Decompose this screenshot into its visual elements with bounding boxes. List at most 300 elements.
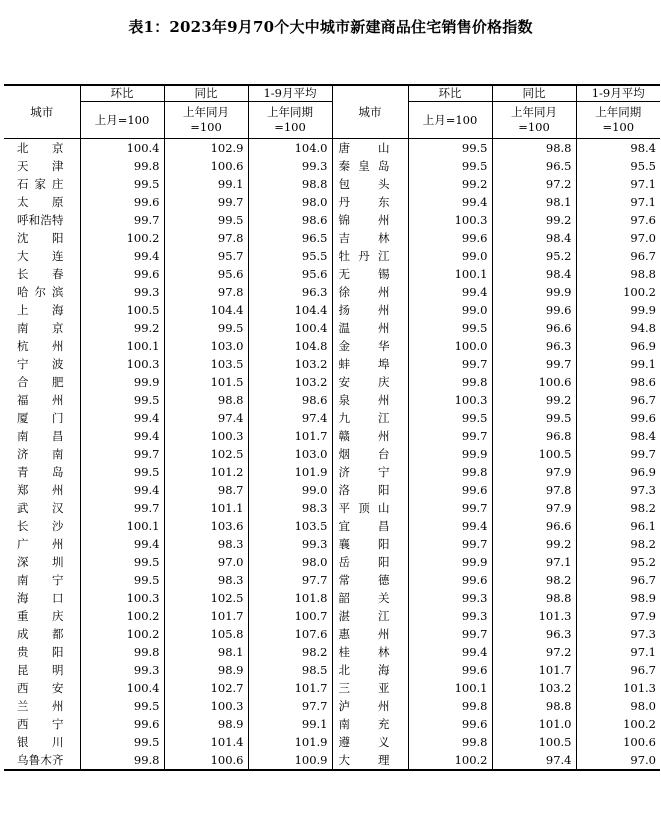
cell-left-mom: 99.4 bbox=[80, 247, 164, 265]
table-row bbox=[4, 499, 660, 517]
cell-left-city: 青岛 bbox=[17, 465, 64, 479]
cell-left-yoy: 105.8 bbox=[164, 625, 248, 643]
cell-right-avg: 98.6 bbox=[576, 373, 660, 391]
cell-left-avg: 99.3 bbox=[248, 157, 332, 175]
table-row bbox=[4, 643, 660, 661]
header-mom-base-right: 上月=100 bbox=[408, 102, 492, 139]
cell-left-avg: 99.0 bbox=[248, 481, 332, 499]
table-row bbox=[4, 589, 660, 607]
cell-left-yoy: 104.4 bbox=[164, 301, 248, 319]
cell-right-avg: 94.8 bbox=[576, 319, 660, 337]
cell-right-avg: 96.7 bbox=[576, 391, 660, 409]
cell-right-city: 南充 bbox=[332, 715, 408, 733]
cell-left-mom: 99.2 bbox=[80, 319, 164, 337]
cell-right-city: 吉林 bbox=[332, 229, 408, 247]
cell-left-yoy: 101.5 bbox=[164, 373, 248, 391]
cell-left-yoy: 103.6 bbox=[164, 517, 248, 535]
table-row bbox=[4, 391, 660, 409]
cell-left-city: 南京 bbox=[17, 321, 64, 335]
cell-right-mom: 99.2 bbox=[408, 175, 492, 193]
cell-left-avg: 97.7 bbox=[248, 697, 332, 715]
table-row bbox=[4, 247, 660, 265]
cell-right-avg: 97.3 bbox=[576, 625, 660, 643]
cell-left-avg: 98.8 bbox=[248, 175, 332, 193]
cell-left-mom: 100.2 bbox=[80, 625, 164, 643]
cell-right-yoy: 101.7 bbox=[492, 661, 576, 679]
cell-right-city: 扬州 bbox=[332, 301, 408, 319]
cell-right-mom: 99.8 bbox=[408, 463, 492, 481]
cell-right-yoy: 98.4 bbox=[492, 229, 576, 247]
cell-right-yoy: 100.6 bbox=[492, 373, 576, 391]
cell-left-mom: 99.4 bbox=[80, 409, 164, 427]
header-yoy-base-right: 上年同月 =100 bbox=[492, 102, 576, 139]
cell-left-mom: 99.4 bbox=[80, 535, 164, 553]
cell-left-avg: 104.0 bbox=[248, 139, 332, 158]
cell-left-city: 南昌 bbox=[17, 429, 64, 443]
page-title: 表1：2023年9月70个大中城市新建商品住宅销售价格指数 bbox=[128, 18, 533, 36]
cell-right-mom: 99.6 bbox=[408, 481, 492, 499]
cell-left-yoy: 97.4 bbox=[164, 409, 248, 427]
table-row bbox=[4, 751, 660, 770]
cell-left-yoy: 98.9 bbox=[164, 661, 248, 679]
table-row bbox=[4, 445, 660, 463]
cell-right-city: 洛阳 bbox=[332, 481, 408, 499]
cell-right-mom: 99.5 bbox=[408, 157, 492, 175]
cell-left-city: 长沙 bbox=[17, 519, 64, 533]
cell-right-avg: 96.9 bbox=[576, 337, 660, 355]
cell-left-city: 昆明 bbox=[17, 663, 64, 677]
cell-right-mom: 99.0 bbox=[408, 247, 492, 265]
cell-left-mom: 99.7 bbox=[80, 211, 164, 229]
cell-right-city: 襄阳 bbox=[332, 535, 408, 553]
cell-left-yoy: 101.4 bbox=[164, 733, 248, 751]
cell-left-city: 成都 bbox=[17, 627, 64, 641]
cell-left-mom: 99.5 bbox=[80, 697, 164, 715]
cell-left-city: 大连 bbox=[17, 249, 64, 263]
cell-left-yoy: 100.3 bbox=[164, 427, 248, 445]
cell-right-city: 九江 bbox=[332, 409, 408, 427]
cell-right-yoy: 98.8 bbox=[492, 589, 576, 607]
header-yoy-base-left: 上年同月 =100 bbox=[164, 102, 248, 139]
cell-right-city: 三亚 bbox=[332, 679, 408, 697]
cell-right-avg: 99.9 bbox=[576, 301, 660, 319]
cell-right-yoy: 98.8 bbox=[492, 139, 576, 158]
cell-left-mom: 99.4 bbox=[80, 481, 164, 499]
cell-right-yoy: 98.4 bbox=[492, 265, 576, 283]
header-city-left: 城市 bbox=[4, 85, 80, 139]
cell-left-yoy: 100.6 bbox=[164, 751, 248, 770]
cell-left-avg: 98.0 bbox=[248, 553, 332, 571]
cell-left-avg: 103.5 bbox=[248, 517, 332, 535]
cell-right-city: 平顶山 bbox=[332, 499, 408, 517]
cell-right-mom: 99.5 bbox=[408, 319, 492, 337]
cell-left-mom: 99.4 bbox=[80, 427, 164, 445]
cell-right-avg: 97.9 bbox=[576, 607, 660, 625]
table-row bbox=[4, 193, 660, 211]
cell-right-avg: 96.1 bbox=[576, 517, 660, 535]
cell-right-avg: 98.4 bbox=[576, 427, 660, 445]
cell-right-city: 湛江 bbox=[332, 607, 408, 625]
cell-left-avg: 100.7 bbox=[248, 607, 332, 625]
cell-left-avg: 103.2 bbox=[248, 355, 332, 373]
cell-right-city: 大理 bbox=[332, 751, 408, 770]
cell-right-yoy: 103.2 bbox=[492, 679, 576, 697]
cell-left-yoy: 101.1 bbox=[164, 499, 248, 517]
cell-left-avg: 97.7 bbox=[248, 571, 332, 589]
cell-right-mom: 99.7 bbox=[408, 355, 492, 373]
cell-right-yoy: 96.3 bbox=[492, 337, 576, 355]
cell-left-city: 呼和浩特 bbox=[17, 213, 64, 227]
cell-right-mom: 99.5 bbox=[408, 409, 492, 427]
header-yoy-right: 同比 bbox=[492, 85, 576, 102]
cell-right-avg: 95.2 bbox=[576, 553, 660, 571]
table-row bbox=[4, 607, 660, 625]
cell-right-avg: 95.5 bbox=[576, 157, 660, 175]
cell-right-mom: 100.3 bbox=[408, 211, 492, 229]
cell-left-yoy: 98.3 bbox=[164, 571, 248, 589]
table-row bbox=[4, 157, 660, 175]
cell-left-mom: 99.5 bbox=[80, 571, 164, 589]
cell-left-avg: 101.9 bbox=[248, 463, 332, 481]
cell-left-city: 哈尔滨 bbox=[17, 285, 64, 299]
cell-left-mom: 100.4 bbox=[80, 139, 164, 158]
cell-left-city: 长春 bbox=[17, 267, 64, 281]
table-row bbox=[4, 139, 660, 158]
cell-left-yoy: 99.1 bbox=[164, 175, 248, 193]
cell-right-avg: 96.7 bbox=[576, 571, 660, 589]
header-yoy-left: 同比 bbox=[164, 85, 248, 102]
cell-left-city: 西宁 bbox=[17, 717, 64, 731]
cell-right-yoy: 97.2 bbox=[492, 643, 576, 661]
table-row bbox=[4, 535, 660, 553]
cell-left-avg: 98.2 bbox=[248, 643, 332, 661]
cell-right-city: 唐山 bbox=[332, 139, 408, 158]
price-index-table bbox=[4, 84, 660, 771]
cell-left-mom: 99.8 bbox=[80, 157, 164, 175]
cell-right-yoy: 98.2 bbox=[492, 571, 576, 589]
cell-right-yoy: 96.6 bbox=[492, 517, 576, 535]
cell-left-yoy: 98.9 bbox=[164, 715, 248, 733]
cell-right-mom: 99.7 bbox=[408, 625, 492, 643]
cell-left-mom: 100.2 bbox=[80, 229, 164, 247]
table-row bbox=[4, 517, 660, 535]
cell-right-yoy: 95.2 bbox=[492, 247, 576, 265]
cell-right-avg: 98.4 bbox=[576, 139, 660, 158]
cell-left-city: 沈阳 bbox=[17, 231, 64, 245]
cell-right-avg: 97.1 bbox=[576, 643, 660, 661]
cell-right-mom: 99.7 bbox=[408, 535, 492, 553]
cell-left-yoy: 102.9 bbox=[164, 139, 248, 158]
cell-right-mom: 99.9 bbox=[408, 553, 492, 571]
cell-right-yoy: 99.7 bbox=[492, 355, 576, 373]
cell-right-mom: 100.1 bbox=[408, 265, 492, 283]
cell-left-mom: 99.9 bbox=[80, 373, 164, 391]
cell-right-avg: 100.2 bbox=[576, 283, 660, 301]
header-avg-base-left: 上年同期 =100 bbox=[248, 102, 332, 139]
table-row bbox=[4, 265, 660, 283]
cell-left-avg: 99.3 bbox=[248, 535, 332, 553]
cell-right-yoy: 99.9 bbox=[492, 283, 576, 301]
cell-left-city: 厦门 bbox=[17, 411, 64, 425]
cell-right-avg: 96.9 bbox=[576, 463, 660, 481]
cell-right-avg: 98.0 bbox=[576, 697, 660, 715]
cell-left-yoy: 100.6 bbox=[164, 157, 248, 175]
cell-right-mom: 99.4 bbox=[408, 643, 492, 661]
cell-right-avg: 98.9 bbox=[576, 589, 660, 607]
cell-right-city: 北海 bbox=[332, 661, 408, 679]
cell-left-yoy: 103.5 bbox=[164, 355, 248, 373]
table-row bbox=[4, 715, 660, 733]
cell-left-yoy: 100.3 bbox=[164, 697, 248, 715]
cell-left-yoy: 95.6 bbox=[164, 265, 248, 283]
cell-right-avg: 97.0 bbox=[576, 751, 660, 770]
cell-left-city: 宁波 bbox=[17, 357, 64, 371]
cell-right-avg: 100.6 bbox=[576, 733, 660, 751]
cell-left-yoy: 103.0 bbox=[164, 337, 248, 355]
cell-left-avg: 101.9 bbox=[248, 733, 332, 751]
cell-right-city: 遵义 bbox=[332, 733, 408, 751]
cell-left-yoy: 98.1 bbox=[164, 643, 248, 661]
cell-left-city: 乌鲁木齐 bbox=[4, 751, 80, 770]
cell-left-yoy: 101.2 bbox=[164, 463, 248, 481]
cell-left-city: 广州 bbox=[17, 537, 64, 551]
cell-right-yoy: 96.8 bbox=[492, 427, 576, 445]
cell-left-city: 西安 bbox=[17, 681, 64, 695]
cell-left-yoy: 99.5 bbox=[164, 211, 248, 229]
table-row bbox=[4, 319, 660, 337]
cell-left-avg: 98.0 bbox=[248, 193, 332, 211]
cell-left-yoy: 97.8 bbox=[164, 283, 248, 301]
cell-right-city: 济宁 bbox=[332, 463, 408, 481]
cell-left-yoy: 102.5 bbox=[164, 445, 248, 463]
cell-right-city: 金华 bbox=[332, 337, 408, 355]
cell-left-yoy: 97.8 bbox=[164, 229, 248, 247]
header-row-1 bbox=[4, 85, 660, 102]
cell-right-mom: 99.8 bbox=[408, 373, 492, 391]
cell-left-mom: 100.4 bbox=[80, 679, 164, 697]
table-row bbox=[4, 625, 660, 643]
cell-left-city: 北京 bbox=[17, 141, 64, 155]
cell-left-yoy: 98.8 bbox=[164, 391, 248, 409]
cell-left-avg: 96.3 bbox=[248, 283, 332, 301]
cell-left-avg: 103.0 bbox=[248, 445, 332, 463]
cell-right-yoy: 100.5 bbox=[492, 445, 576, 463]
cell-left-mom: 100.3 bbox=[80, 589, 164, 607]
cell-left-avg: 100.9 bbox=[248, 751, 332, 770]
table-row bbox=[4, 283, 660, 301]
cell-left-yoy: 95.7 bbox=[164, 247, 248, 265]
table-row bbox=[4, 229, 660, 247]
header-mom-right: 环比 bbox=[408, 85, 492, 102]
cell-left-mom: 99.6 bbox=[80, 193, 164, 211]
table-row bbox=[4, 409, 660, 427]
cell-right-mom: 99.6 bbox=[408, 571, 492, 589]
cell-right-mom: 99.3 bbox=[408, 589, 492, 607]
cell-left-avg: 104.8 bbox=[248, 337, 332, 355]
cell-right-city: 赣州 bbox=[332, 427, 408, 445]
cell-right-yoy: 97.9 bbox=[492, 499, 576, 517]
cell-left-avg: 96.5 bbox=[248, 229, 332, 247]
cell-left-mom: 100.1 bbox=[80, 517, 164, 535]
cell-left-city: 海口 bbox=[17, 591, 64, 605]
cell-left-avg: 100.4 bbox=[248, 319, 332, 337]
cell-left-avg: 98.5 bbox=[248, 661, 332, 679]
cell-left-city: 武汉 bbox=[17, 501, 64, 515]
cell-left-city: 太原 bbox=[17, 195, 64, 209]
cell-right-yoy: 96.5 bbox=[492, 157, 576, 175]
cell-right-avg: 96.7 bbox=[576, 247, 660, 265]
cell-right-yoy: 101.0 bbox=[492, 715, 576, 733]
cell-right-city: 泉州 bbox=[332, 391, 408, 409]
cell-left-avg: 99.1 bbox=[248, 715, 332, 733]
cell-left-city: 济南 bbox=[17, 447, 64, 461]
cell-left-avg: 98.6 bbox=[248, 391, 332, 409]
cell-left-avg: 107.6 bbox=[248, 625, 332, 643]
table-row bbox=[4, 481, 660, 499]
header-mom-base-left: 上月=100 bbox=[80, 102, 164, 139]
cell-right-avg: 97.3 bbox=[576, 481, 660, 499]
cell-left-mom: 99.5 bbox=[80, 391, 164, 409]
cell-left-mom: 99.6 bbox=[80, 265, 164, 283]
cell-left-city: 南宁 bbox=[17, 573, 64, 587]
table-row bbox=[4, 571, 660, 589]
cell-left-city: 上海 bbox=[17, 303, 64, 317]
cell-right-city: 宜昌 bbox=[332, 517, 408, 535]
cell-right-mom: 100.2 bbox=[408, 751, 492, 770]
cell-right-city: 烟台 bbox=[332, 445, 408, 463]
cell-right-city: 锦州 bbox=[332, 211, 408, 229]
cell-right-mom: 99.8 bbox=[408, 697, 492, 715]
cell-right-city: 岳阳 bbox=[332, 553, 408, 571]
cell-right-yoy: 99.6 bbox=[492, 301, 576, 319]
table-row bbox=[4, 661, 660, 679]
table-row bbox=[4, 553, 660, 571]
cell-left-mom: 99.8 bbox=[80, 643, 164, 661]
cell-left-mom: 100.5 bbox=[80, 301, 164, 319]
table-row bbox=[4, 427, 660, 445]
cell-left-city: 福州 bbox=[17, 393, 64, 407]
cell-right-avg: 98.2 bbox=[576, 535, 660, 553]
cell-left-mom: 100.3 bbox=[80, 355, 164, 373]
table-row bbox=[4, 733, 660, 751]
cell-right-city: 丹东 bbox=[332, 193, 408, 211]
header-avg-right: 1-9月平均 bbox=[576, 85, 660, 102]
cell-right-city: 桂林 bbox=[332, 643, 408, 661]
cell-right-yoy: 101.3 bbox=[492, 607, 576, 625]
cell-left-yoy: 102.7 bbox=[164, 679, 248, 697]
cell-right-yoy: 97.2 bbox=[492, 175, 576, 193]
cell-right-yoy: 99.2 bbox=[492, 211, 576, 229]
cell-left-city: 合肥 bbox=[17, 375, 64, 389]
cell-left-mom: 99.3 bbox=[80, 661, 164, 679]
cell-left-city: 重庆 bbox=[17, 609, 64, 623]
cell-left-mom: 100.2 bbox=[80, 607, 164, 625]
cell-left-yoy: 99.7 bbox=[164, 193, 248, 211]
table-row bbox=[4, 463, 660, 481]
header-mom-left: 环比 bbox=[80, 85, 164, 102]
header-city-right: 城市 bbox=[332, 85, 408, 139]
cell-right-city: 常德 bbox=[332, 571, 408, 589]
cell-right-yoy: 97.1 bbox=[492, 553, 576, 571]
cell-right-city: 秦皇岛 bbox=[332, 157, 408, 175]
cell-left-avg: 98.3 bbox=[248, 499, 332, 517]
cell-right-mom: 99.4 bbox=[408, 283, 492, 301]
cell-left-yoy: 97.0 bbox=[164, 553, 248, 571]
cell-right-yoy: 97.4 bbox=[492, 751, 576, 770]
cell-left-city: 杭州 bbox=[17, 339, 64, 353]
cell-right-yoy: 98.8 bbox=[492, 697, 576, 715]
cell-left-mom: 99.3 bbox=[80, 283, 164, 301]
cell-right-city: 牡丹江 bbox=[332, 247, 408, 265]
cell-right-avg: 98.2 bbox=[576, 499, 660, 517]
cell-left-city: 天津 bbox=[17, 159, 64, 173]
cell-left-yoy: 102.5 bbox=[164, 589, 248, 607]
table-row bbox=[4, 337, 660, 355]
table-row bbox=[4, 301, 660, 319]
cell-right-city: 温州 bbox=[332, 319, 408, 337]
cell-right-yoy: 100.5 bbox=[492, 733, 576, 751]
cell-right-city: 惠州 bbox=[332, 625, 408, 643]
cell-left-city: 深圳 bbox=[17, 555, 64, 569]
cell-left-mom: 100.1 bbox=[80, 337, 164, 355]
cell-right-mom: 100.1 bbox=[408, 679, 492, 697]
cell-left-mom: 99.5 bbox=[80, 733, 164, 751]
cell-right-avg: 99.6 bbox=[576, 409, 660, 427]
cell-left-avg: 104.4 bbox=[248, 301, 332, 319]
cell-left-mom: 99.8 bbox=[80, 751, 164, 770]
table-row bbox=[4, 679, 660, 697]
cell-right-avg: 97.6 bbox=[576, 211, 660, 229]
cell-right-mom: 99.5 bbox=[408, 139, 492, 158]
cell-right-yoy: 97.9 bbox=[492, 463, 576, 481]
cell-right-city: 包头 bbox=[332, 175, 408, 193]
cell-left-avg: 103.2 bbox=[248, 373, 332, 391]
cell-left-avg: 101.7 bbox=[248, 679, 332, 697]
cell-left-yoy: 99.5 bbox=[164, 319, 248, 337]
table-row bbox=[4, 355, 660, 373]
cell-left-mom: 99.7 bbox=[80, 499, 164, 517]
cell-left-city: 郑州 bbox=[17, 483, 64, 497]
cell-right-avg: 100.2 bbox=[576, 715, 660, 733]
cell-left-mom: 99.6 bbox=[80, 715, 164, 733]
cell-right-yoy: 96.3 bbox=[492, 625, 576, 643]
cell-right-mom: 99.7 bbox=[408, 427, 492, 445]
cell-left-yoy: 98.3 bbox=[164, 535, 248, 553]
cell-right-avg: 99.1 bbox=[576, 355, 660, 373]
cell-right-mom: 99.8 bbox=[408, 733, 492, 751]
cell-left-mom: 99.5 bbox=[80, 175, 164, 193]
cell-right-city: 徐州 bbox=[332, 283, 408, 301]
cell-left-mom: 99.5 bbox=[80, 463, 164, 481]
cell-right-yoy: 99.5 bbox=[492, 409, 576, 427]
cell-right-city: 蚌埠 bbox=[332, 355, 408, 373]
cell-right-mom: 99.6 bbox=[408, 661, 492, 679]
cell-left-avg: 95.6 bbox=[248, 265, 332, 283]
cell-right-mom: 99.6 bbox=[408, 715, 492, 733]
table-row bbox=[4, 211, 660, 229]
cell-right-yoy: 98.1 bbox=[492, 193, 576, 211]
cell-right-city: 安庆 bbox=[332, 373, 408, 391]
table-row bbox=[4, 175, 660, 193]
cell-right-avg: 97.1 bbox=[576, 175, 660, 193]
cell-right-mom: 100.0 bbox=[408, 337, 492, 355]
cell-right-avg: 98.8 bbox=[576, 265, 660, 283]
cell-left-yoy: 101.7 bbox=[164, 607, 248, 625]
cell-right-mom: 99.6 bbox=[408, 229, 492, 247]
cell-left-avg: 97.4 bbox=[248, 409, 332, 427]
cell-right-avg: 97.1 bbox=[576, 193, 660, 211]
cell-left-avg: 98.6 bbox=[248, 211, 332, 229]
